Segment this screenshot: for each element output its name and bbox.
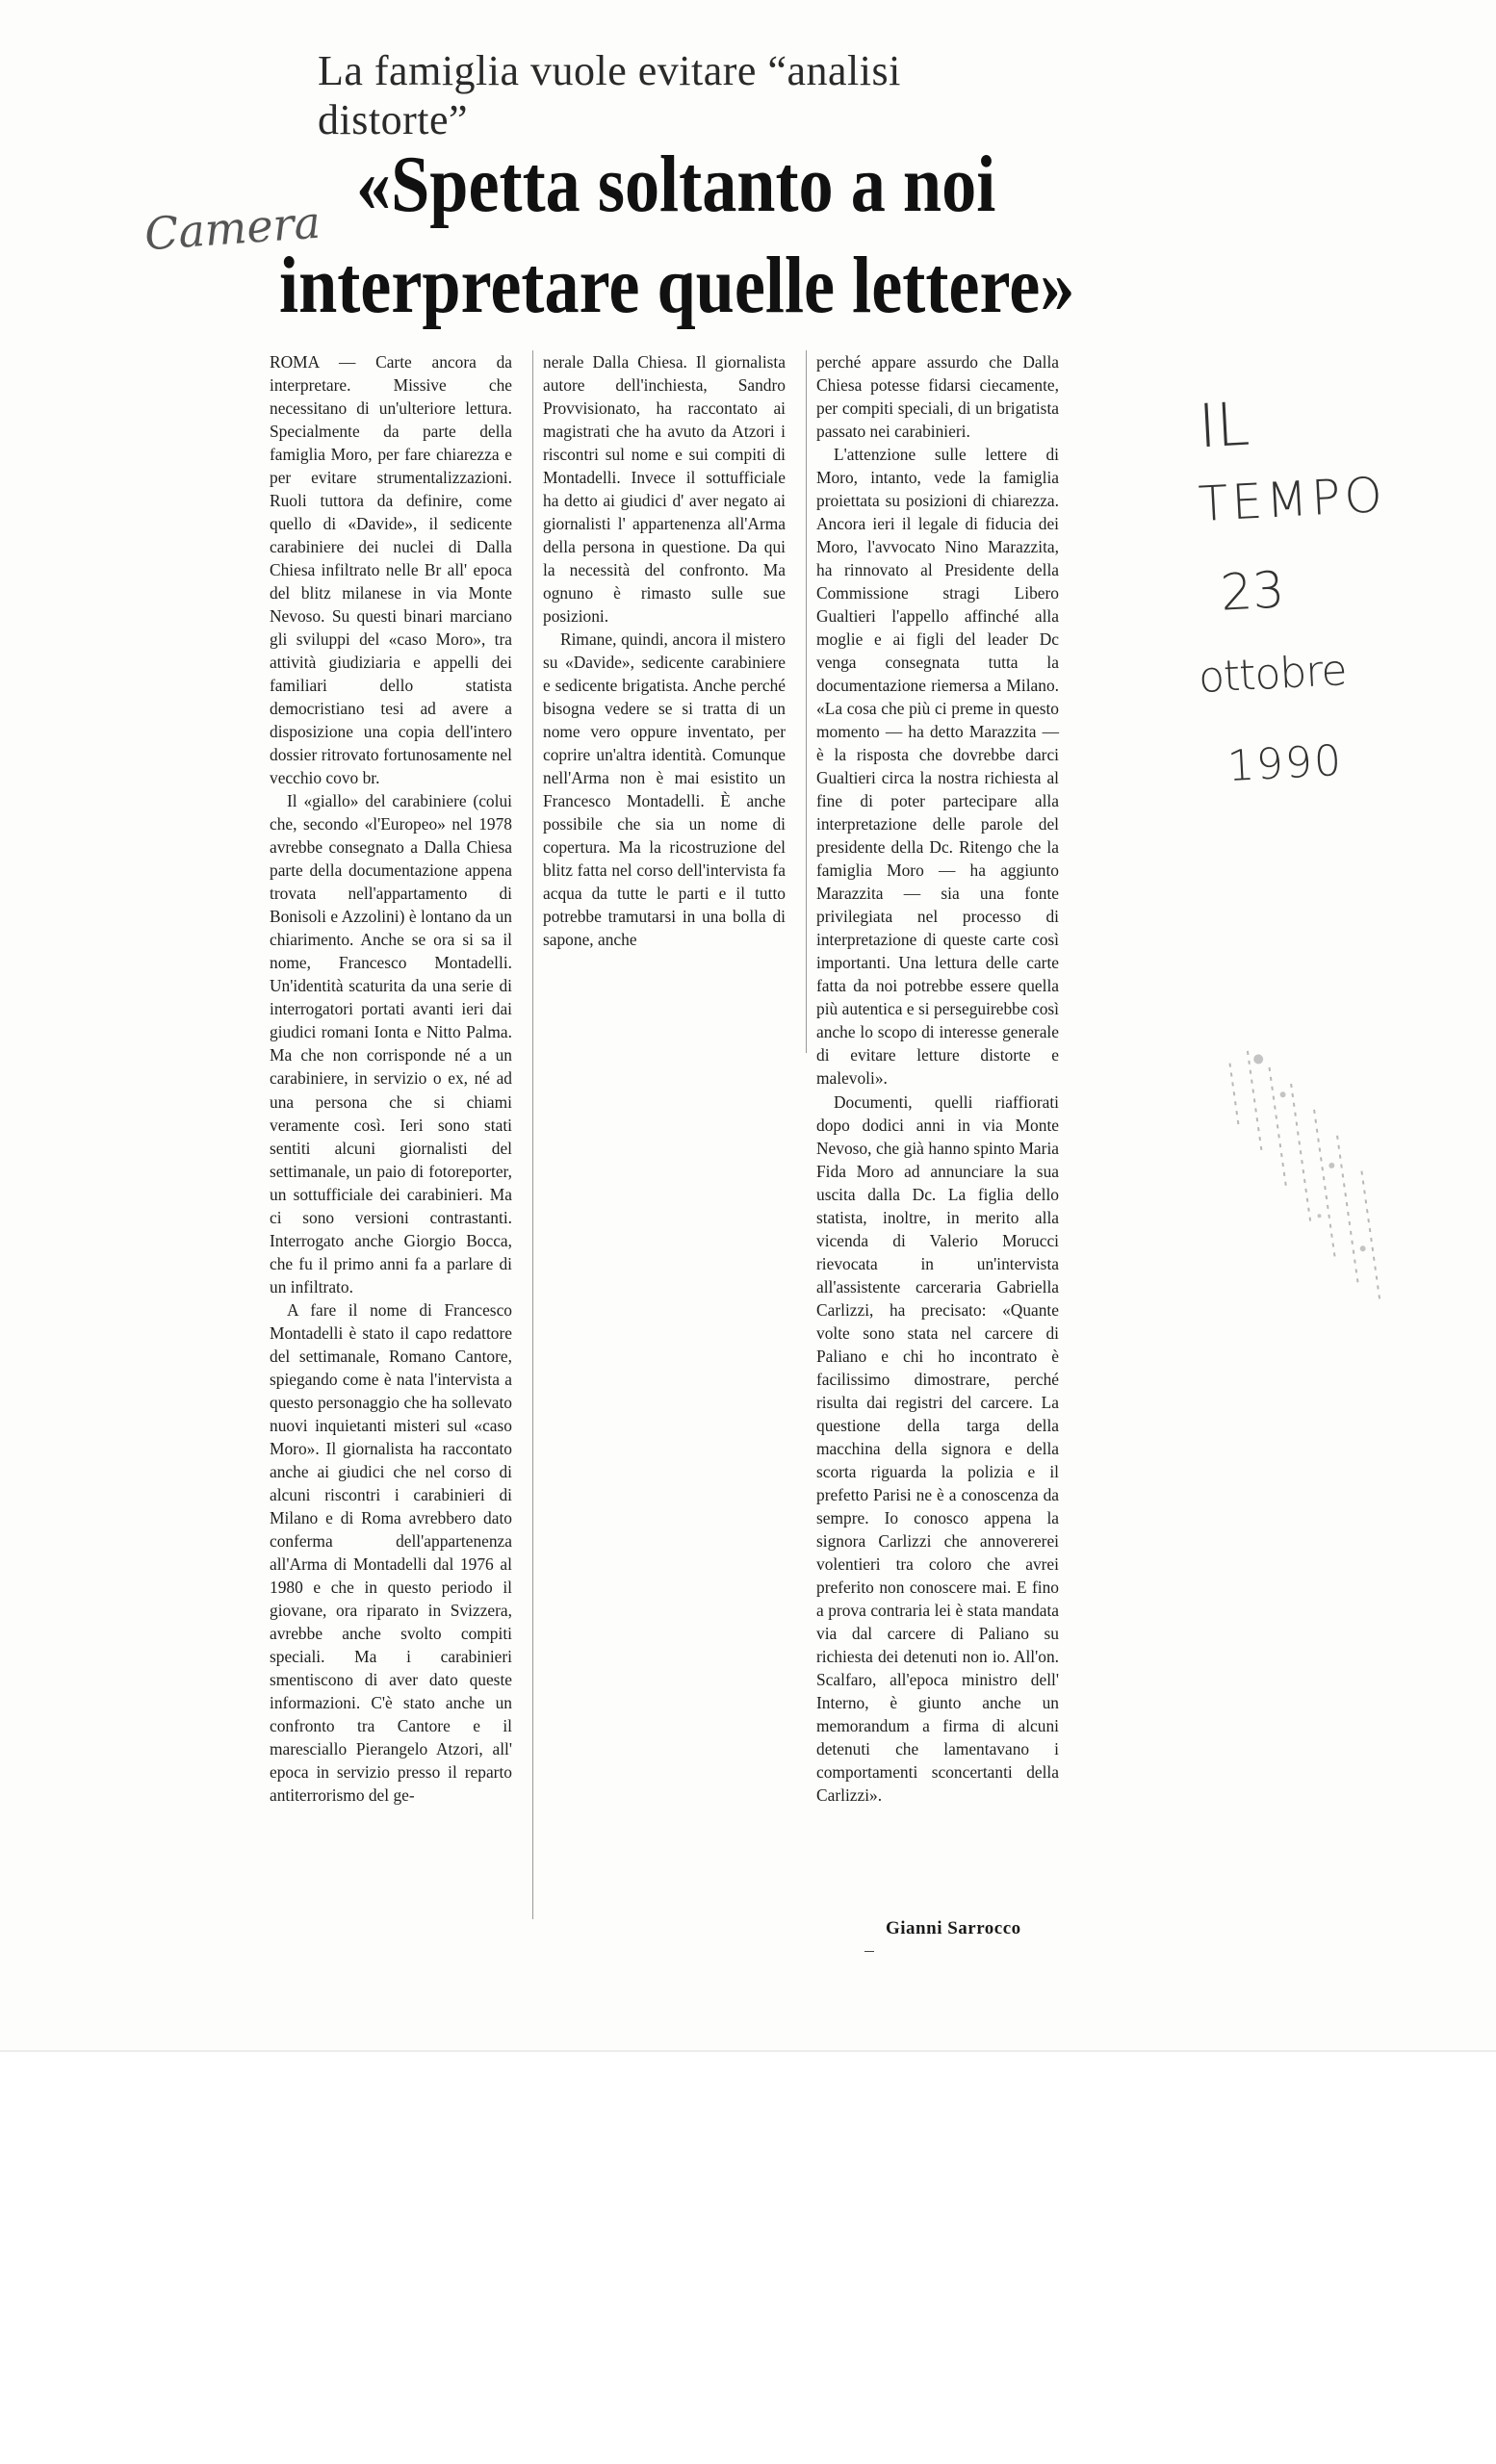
column-divider bbox=[806, 350, 807, 1053]
handwritten-source-name-2: TEMPO bbox=[1197, 466, 1388, 533]
paragraph: perché appare assurdo che Dalla Chiesa potesse fidarsi ciecamente, per compiti speciali, di un brigatista passato nei carabinieri. bbox=[816, 352, 1059, 442]
handwritten-source-name: IL bbox=[1197, 388, 1251, 462]
paragraph: Il «giallo» del carabiniere (colui che, secondo «l'Europeo» nel 1978 avrebbe consegnato a Dalla Chiesa parte della documentazione appena trovata nell'appartamento di Bonisoli e Azzolini) è lontano da un chiarimento. Anche se ora si sa il nome, Francesco Montadelli. Un'identità scaturita da una serie di interrogatori portati avanti ieri dai giudici romani Ionta e Nitto Palma. Ma che non corrisponde né a un carabiniere, in servizio o ex, né ad una persona che si chiami veramente così. Ieri sono stati sentiti alcuni giornalisti del settimanale, un paio di fotoreporter, un sottufficiale dei carabinieri. Ma ci sono versioni contrastanti. Interrogato anche Giorgio Bocca, che fu il primo anni fa a parlare di un infiltrato. bbox=[270, 791, 512, 1296]
paragraph: L'attenzione sulle lettere di Moro, intanto, vede la famiglia proiettata su posizioni di chiarezza. Ancora ieri il legale di fiducia dei Moro, l'avvocato Nino Marazzita, ha rinnovato al Presidente della Commissione stragi Libero Gualtieri l'appello affinché alla moglie e ai figli del leader Dc venga consegnata tutta la documentazione riemersa a Milano. «La cosa che più ci preme in questo momento — ha detto Marazzita — è la risposta che dovrebbe darci Gualtieri circa la nostra richiesta al fine di poter partecipare alla interpretazione delle parole del presidente della Dc. Ritengo che la famiglia Moro — ha aggiunto Marazzita — sia una fonte privilegiata nel processo di interpretazione di queste carte così importanti. Una lettura delle carte fatta da noi potrebbe essere quella più autentica e si perseguirebbe così anche lo scopo di interesse generale di evitare letture distorte e malevoli». bbox=[816, 445, 1059, 1089]
article-column-1 bbox=[270, 350, 512, 1807]
paragraph: A fare il nome di Francesco Montadelli è stato il capo redattore del settimanale, Romano Cantore, spiegando come è nata l'intervista a questo personaggio che ha sollevato nuovi inquietanti misteri sul «caso Moro». Il giornalista ha raccontato anche ai giudici che nel corso di alcuni riscontri i carabinieri di Milano e di Roma avrebbero dato conferma dell'appartenenza all'Arma di Montadelli dal 1976 al 1980 e che in questo periodo il giovane, ora riparato in Svizzera, avrebbe anche svolto compiti speciali. Ma i carabinieri smentiscono di aver dato queste informazioni. C'è stato anche un confronto tra Cantore e il maresciallo Pierangelo Atzori, all' epoca in servizio presso il reparto antiterrorismo del ge- bbox=[270, 1299, 512, 1805]
handwritten-section-note: Camera bbox=[142, 195, 322, 261]
paragraph: Documenti, quelli riaffiorati dopo dodici anni in via Monte Nevoso, che già hanno spinto Maria Fida Moro ad annunciare la sua uscita dalla Dc. La figlia dello statista, inoltre, in merito alla vicenda di Valerio Morucci rievocata in un'intervista all'assistente carceraria Gabriella Carlizzi, ha precisato: «Quante volte sono stata nel carcere di Paliano e chi ho incontrato è facilissimo dimostrare, perché risulta dai registri del carcere. La questione della targa della macchina della signora e della scorta riguarda la polizia e il prefetto Parisi ne è a conoscenza da sempre. Io conosco appena la signora Carlizzi che annovererei volentieri tra coloro che avrei preferito non conoscere mai. E fino a prova contraria lei è stata mandata via dal carcere di Paliano su richiesta dei detenuti non io. All'on. Scalfaro, all'epoca ministro dell' Interno, è giunto anche un memorandum a firma di alcuni detenuti che lamentavano i comportamenti sconcertanti della Carlizzi». bbox=[816, 1091, 1059, 1805]
byline: Gianni Sarrocco bbox=[886, 1918, 1021, 1938]
headline-line-2: interpretare quelle lettere» bbox=[279, 241, 1075, 330]
column-divider bbox=[532, 350, 533, 1919]
paragraph: nerale Dalla Chiesa. Il giornalista autore dell'inchiesta, Sandro Provvisionato, ha raccontato ai magistrati che ha avuto da Atzori i riscontri sul nome e sui compiti di Montadelli. Invece il sottufficiale ha detto ai giudici d' aver negato ai giornalisti l' appartenenza all'Arma della persona in questione. Da qui la necessità del confronto. Ma ognuno è rimasto sulle sue posizioni. bbox=[543, 352, 786, 627]
handwritten-day: 23 bbox=[1219, 561, 1286, 623]
byline-mark bbox=[864, 1951, 874, 1952]
headline-line-1: «Spetta soltanto a noi bbox=[356, 140, 996, 229]
article-column-2 bbox=[543, 350, 786, 951]
handwritten-month: ottobre bbox=[1197, 646, 1348, 703]
paragraph: Rimane, quindi, ancora il mistero su «Davide», sedicente carabiniere e sedicente brigatista. Anche perché bisogna vedere se si tratta di un nome vero oppure inventato, per coprire un'altra identità. Comunque nell'Arma non è mai esistito un Francesco Montadelli. È anche possibile che sia un nome di copertura. Ma la ricostruzione del blitz fatta nel corso dell'intervista fa acqua da tutte le parti e il tutto potrebbe tramutarsi in una bolla di sapone, anche bbox=[543, 629, 786, 950]
article-kicker: La famiglia vuole evitare “analisi distorte” bbox=[318, 47, 901, 143]
handwritten-year: 1990 bbox=[1225, 735, 1345, 792]
article-column-3 bbox=[816, 350, 1059, 1807]
scan-edge bbox=[0, 2050, 1496, 2052]
paragraph: ROMA — Carte ancora da interpretare. Missive che necessitano di un'ulteriore lettura. Specialmente da parte della famiglia Moro, per fare chiarezza e per evitare strumentalizzazioni. Ruoli tuttora da definire, come quello di «Davide», il sedicente carabiniere dei nuclei di Dalla Chiesa infiltrato nelle Br all' epoca del blitz milanese in via Monte Nevoso. Su questi binari marciano gli sviluppi del «caso Moro», tra attività giudiziaria e appelli dei familiari dello statista democristiano tesi ad avere a disposizione una copia dell'intero dossier ritrovato fortunosamente nel vecchio covo br. bbox=[270, 352, 512, 788]
